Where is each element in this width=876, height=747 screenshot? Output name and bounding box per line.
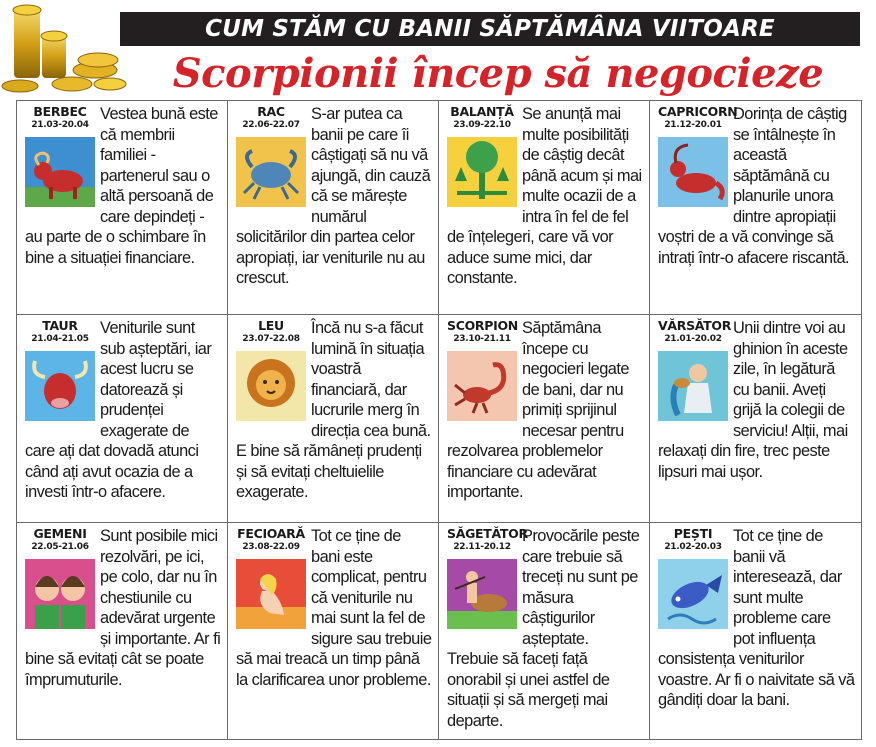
sign-dates: 23.07-22.08 (242, 334, 300, 344)
sign-text: Provocările peste care trebuie să treceți nu sunt pe măsura câștigurilor așteptate. Trebuie să faceți față onorabil și unei astfel de situații și să mergeți mai departe. (447, 527, 640, 730)
sign-name: PEȘTI (673, 526, 713, 541)
sign-dates: 23.10-21.11 (453, 334, 511, 344)
scorpion-icon (447, 351, 517, 421)
sign-dates: 22.05-21.06 (31, 542, 89, 552)
sign-cell-scorpion (439, 315, 650, 523)
scales-icon (447, 137, 517, 207)
sign-name: FECIOARĂ (237, 526, 305, 541)
headline: Scorpionii încep să negocieze (172, 50, 824, 97)
sign-name: CAPRICORN (658, 104, 738, 119)
sign-dates: 21.12-20.01 (664, 120, 722, 130)
bull-icon (25, 351, 95, 421)
sign-cell-balanta (439, 101, 650, 315)
sign-dates: 22.06-22.07 (242, 120, 300, 130)
sign-dates: 21.03-20.04 (31, 120, 89, 130)
sign-cell-fecioara (228, 523, 439, 739)
fish-icon (658, 559, 728, 629)
sign-cell-rac (228, 101, 439, 315)
sign-cell-sagetator (439, 523, 650, 739)
sign-cell-varsator (650, 315, 861, 523)
sign-name: GEMENI (33, 526, 87, 541)
sign-cell-taur (17, 315, 228, 523)
ram-icon (25, 137, 95, 207)
sign-text: Se anunță mai multe posibilități de câștig decât până acum și mai multe ocazii de a intra în fel de fel de înțelegeri, care vă vor aduce sume mici, dar constante. (447, 105, 642, 287)
sign-name: LEU (258, 318, 284, 333)
sign-text: S-ar putea ca banii pe care îi câștigați să nu vă ajungă, din cauză că se mărește numărul solicitărilor din partea celor apropiați, iar veniturile nu au crescut. (236, 105, 431, 287)
sign-cell-gemeni (17, 523, 228, 739)
crab-icon (236, 137, 306, 207)
sign-text: Tot ce ține de banii vă interesează, dar sunt multe probleme care pot influența consistența veniturilor voastre. Ar fi o naivitate să vă gândiți doar la bani. (658, 527, 855, 709)
sign-dates: 21.04-21.05 (31, 334, 89, 344)
sign-name: TAUR (42, 318, 78, 333)
goat-icon (658, 137, 728, 207)
sign-dates: 22.11-20.12 (453, 542, 511, 552)
sign-cell-leu (228, 315, 439, 523)
sign-cell-capricorn (650, 101, 861, 315)
sign-name: SCORPION (447, 318, 518, 333)
horoscope-grid (16, 100, 862, 740)
virgin-icon (236, 559, 306, 629)
sign-dates: 21.02-20.03 (664, 542, 722, 552)
sign-cell-berbec (17, 101, 228, 315)
sign-dates: 23.08-22.09 (242, 542, 300, 552)
sign-text: Săptămâna începe cu negocieri legate de bani, dar nu primiți sprijinul necesar pentru rezolvarea problemelor financiare cu adevărat importante. (447, 319, 629, 501)
twins-icon (25, 559, 95, 629)
archer-icon (447, 559, 517, 629)
gold-coins-icon (0, 0, 130, 96)
sign-text: Încă nu s-a făcut lumină în situația voastră financiară, dar lucrurile merg în direcția cea bună. E bine să rămâneți prudenți și să evitați cheltuielile exagerate. (236, 319, 431, 501)
sign-cell-pesti (650, 523, 861, 739)
sign-name: RAC (257, 104, 285, 119)
sign-text: Veniturile sunt sub așteptări, iar acest lucru se datorează și prudenței exagerate de care ați dat dovadă atunci când ați avut ocazia de a investi într-o afacere. (25, 319, 212, 501)
sign-dates: 21.01-20.02 (664, 334, 722, 344)
sign-text: Tot ce ține de bani este complicat, pentru că veniturile nu mai sunt la fel de sigure sau trebuie să mai treacă un timp până la clarificarea unor probleme. (236, 527, 432, 689)
sign-name: BALANȚĂ (450, 104, 514, 119)
sign-name: VĂRSĂTOR (658, 318, 732, 333)
lion-icon (236, 351, 306, 421)
sign-text: Sunt posibile mici rezolvări, pe ici, pe colo, dar nu în chestiunile cu adevărat urgente și importante. Ar fi bine să evitați cât se poate împrumuturile. (25, 527, 221, 689)
sign-text: Vestea bună este că membrii familiei - partenerul sau o altă persoană de care depindeți - au parte de o schimbare în bine a situației financiare. (25, 105, 218, 267)
page-title-bar (120, 12, 860, 46)
page-title: CUM STĂM CU BANII SĂPTĂMÂNA VIITOARE (205, 16, 775, 42)
sign-name: BERBEC (33, 104, 87, 119)
sign-dates: 23.09-22.10 (453, 120, 511, 130)
sign-text: Dorința de câștig se întâlnește în această săptămână cu planurile unora dintre apropiații voștri de a vă convinge să intrați într-o afacere riscantă. (658, 105, 850, 267)
sign-name: SĂGETĂTOR (447, 526, 528, 541)
sign-text: Unii dintre voi au ghinion în aceste zile, în legătură cu banii. Aveți grijă la colegii de serviciu! Alții, mai relaxați din fire, trec peste lipsuri mai ușor. (658, 319, 848, 481)
water-bearer-icon (658, 351, 728, 421)
